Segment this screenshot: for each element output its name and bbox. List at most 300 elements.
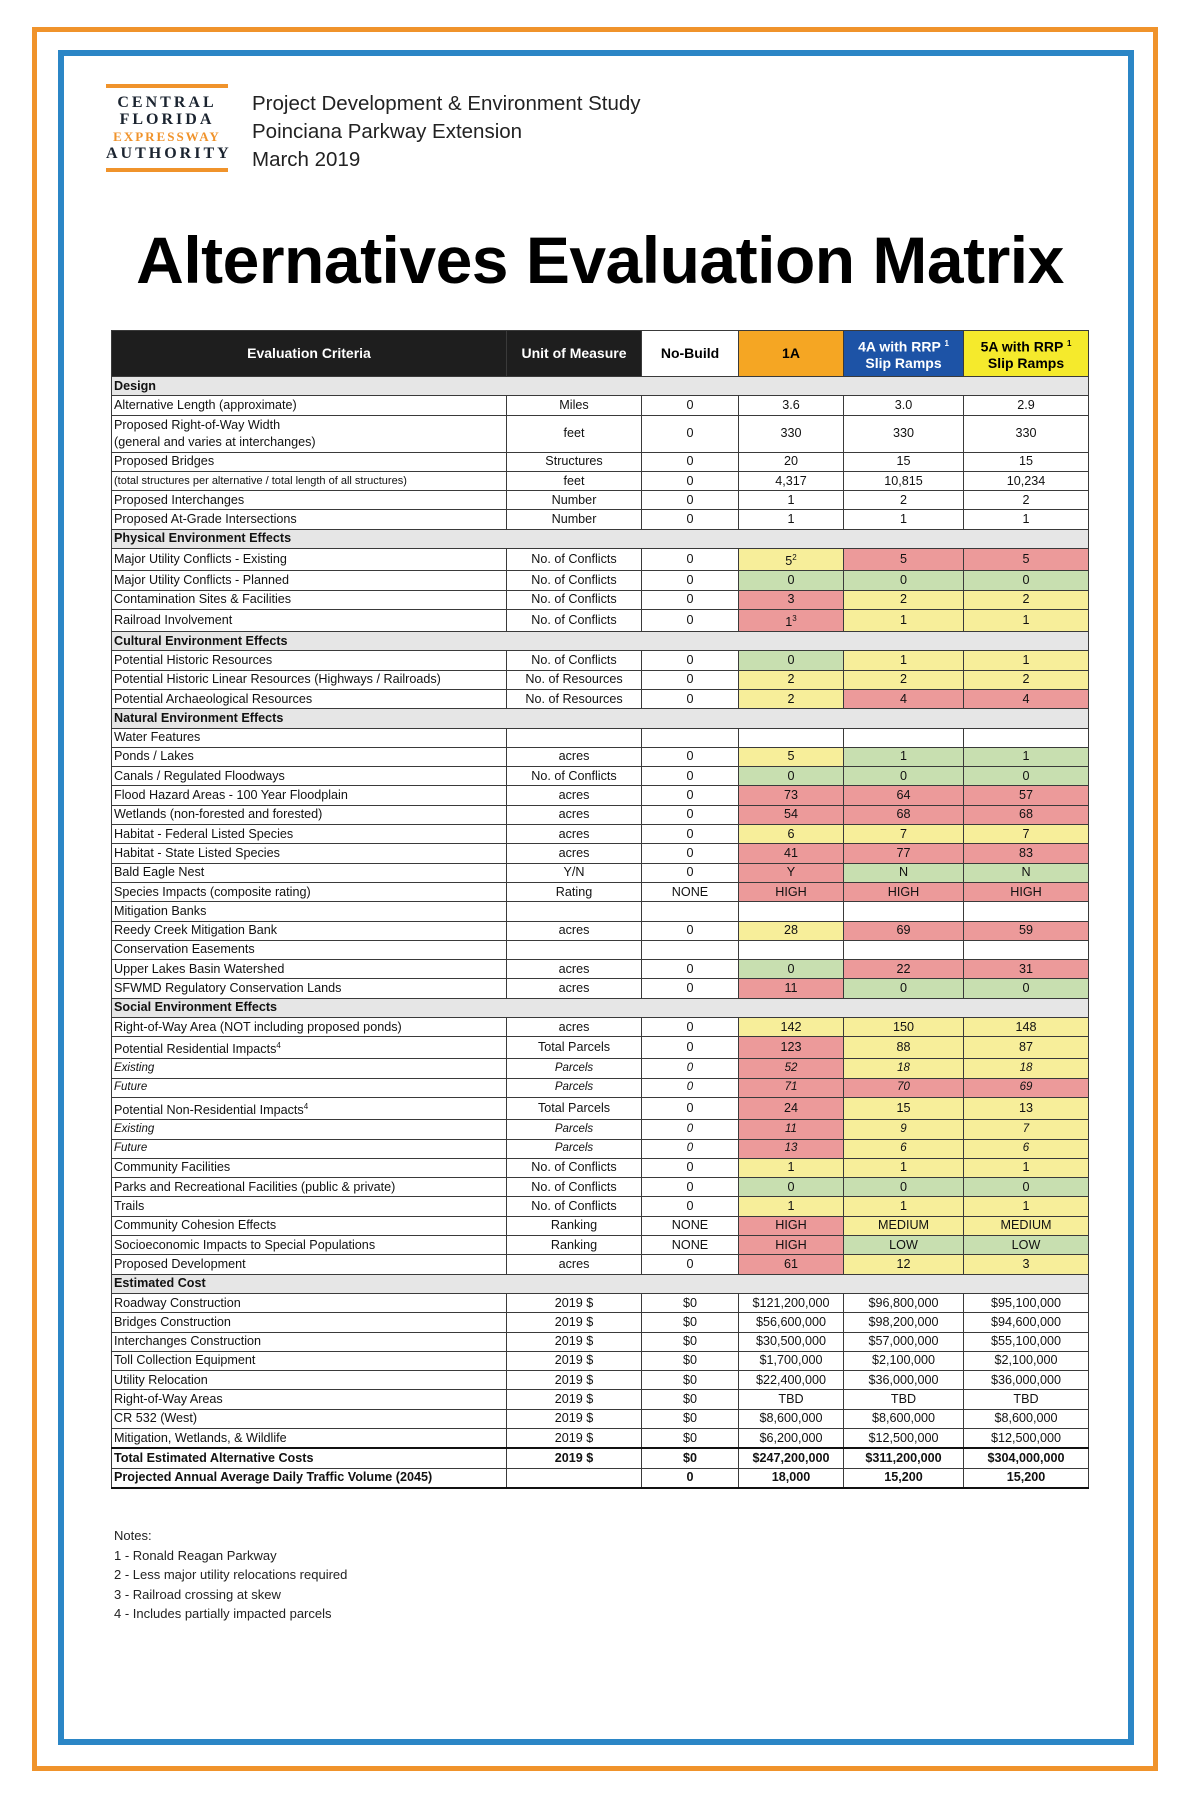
cell-value: 0 (787, 652, 795, 667)
unit-cell (507, 452, 642, 471)
unit-cell (507, 1371, 642, 1390)
table-row (112, 1468, 1089, 1488)
criteria-cell (112, 844, 507, 863)
alt-1a-cell (739, 747, 844, 766)
nobuild-cell (642, 921, 739, 940)
cell-value: $8,600,000 (994, 1411, 1058, 1426)
unit-cell (507, 1178, 642, 1197)
criteria-label: Wetlands (non-forested and forested) (114, 807, 323, 822)
alt-1a-cell (739, 1468, 844, 1488)
nobuild-cell (642, 590, 739, 609)
alt-5a-cell (964, 1293, 1089, 1312)
cell-value: 11 (785, 1122, 797, 1135)
alt-1a-cell (739, 863, 844, 882)
note-4: 4 - Includes partially impacted parcels (114, 1606, 332, 1621)
criteria-cell (112, 396, 507, 415)
cfx-logo (106, 84, 232, 178)
unit-cell (507, 510, 642, 529)
criteria-label: Projected Annual Average Daily Traffic Volume (2045) (114, 1470, 433, 1485)
table-row (112, 510, 1089, 529)
alt-5a-cell (964, 1216, 1089, 1235)
section-row (112, 998, 1089, 1017)
cell-value: Number (551, 492, 597, 507)
cell-value: 0 (899, 981, 907, 996)
unit-cell (507, 1390, 642, 1409)
alt-4a-cell (844, 1255, 964, 1274)
nobuild-cell (642, 1448, 739, 1468)
alt-4a-cell (844, 452, 964, 471)
logo-line4: AUTHORITY (106, 145, 232, 162)
nobuild-cell (642, 609, 739, 631)
alt-1a-cell (739, 1332, 844, 1351)
alt-5a-cell (964, 805, 1089, 824)
alt-4a-cell (844, 491, 964, 510)
cell-value: 0 (686, 612, 694, 627)
criteria-label: Toll Collection Equipment (114, 1353, 256, 1368)
unit-cell (507, 1059, 642, 1078)
cell-value: 22 (896, 961, 911, 976)
cell-footnote: 2 (792, 553, 797, 563)
nobuild-cell (642, 1059, 739, 1078)
criteria-label: Mitigation, Wetlands, & Wildlife (114, 1430, 287, 1445)
nobuild-cell (642, 1120, 739, 1139)
cell-value: 0 (686, 1019, 694, 1034)
alt-1a-cell (739, 1313, 844, 1332)
cell-value: 1 (787, 1199, 795, 1214)
cell-value: 12 (896, 1256, 911, 1271)
table-row (112, 1236, 1089, 1255)
cell-value: 0 (686, 1081, 694, 1094)
alt-1a-cell (739, 1017, 844, 1036)
nobuild-cell (642, 1390, 739, 1409)
criteria-label: Existing (114, 1122, 155, 1135)
table-row (112, 902, 1089, 921)
alt-5a-cell (964, 1078, 1089, 1097)
criteria-cell (112, 1390, 507, 1409)
alt-5a-cell (964, 747, 1089, 766)
criteria-label: Potential Historic Linear Resources (Highways / Railroads) (114, 672, 441, 687)
nobuild-cell (642, 902, 739, 921)
alt-4a-cell (844, 471, 964, 490)
criteria-label: Roadway Construction (114, 1295, 241, 1310)
cell-value: 1 (899, 512, 907, 527)
table-row (112, 1293, 1089, 1312)
cell-value: 2019 $ (554, 1411, 594, 1426)
cell-value: 15,200 (884, 1470, 923, 1485)
cell-value: 20 (783, 454, 798, 469)
alt-4a-cell (844, 979, 964, 998)
alt-4a-cell (844, 651, 964, 670)
unit-cell (507, 670, 642, 689)
alt-4a-cell (844, 882, 964, 901)
cell-value: 2 (899, 672, 907, 687)
unit-cell (507, 651, 642, 670)
cell-value: $96,800,000 (868, 1295, 939, 1310)
cell-value: Miles (559, 397, 589, 412)
cell-value: 5 (899, 552, 907, 567)
alt-1a-cell (739, 1037, 844, 1059)
cell-value: 0 (686, 492, 694, 507)
cell-value: $0 (682, 1411, 697, 1426)
cell-value: $0 (682, 1372, 697, 1387)
criteria-label-line2: (general and varies at interchanges) (114, 434, 316, 449)
cell-value: 0 (787, 572, 795, 587)
nobuild-cell (642, 471, 739, 490)
cell-value: Number (551, 512, 597, 527)
criteria-cell (112, 1448, 507, 1468)
alt-4a-cell (844, 863, 964, 882)
logo-top-bar (106, 84, 228, 88)
alt-1a-cell (739, 728, 844, 747)
criteria-cell (112, 805, 507, 824)
table-row (112, 1409, 1089, 1428)
cell-value: 4 (1022, 691, 1030, 706)
nobuild-cell (642, 786, 739, 805)
cell-value: acres (558, 1256, 590, 1271)
unit-cell (507, 1017, 642, 1036)
alt-5a-cell (964, 921, 1089, 940)
cell-value: 0 (686, 512, 694, 527)
unit-cell (507, 1139, 642, 1158)
cell-value: 0 (686, 1142, 694, 1155)
criteria-label: Right-of-Way Areas (114, 1392, 223, 1407)
section-row (112, 709, 1089, 728)
criteria-cell (112, 590, 507, 609)
alt-1a-cell (739, 1158, 844, 1177)
criteria-label: Alternative Length (approximate) (114, 397, 297, 412)
cell-value: 0 (686, 981, 694, 996)
alt-1a-cell (739, 1351, 844, 1370)
cell-value: 0 (686, 865, 694, 880)
cell-value: 9 (900, 1122, 907, 1135)
alt-1a-cell (739, 1197, 844, 1216)
cell-value: 64 (896, 788, 911, 803)
alt-4a-cell (844, 844, 964, 863)
table-row (112, 1216, 1089, 1235)
alt-4a-cell (844, 767, 964, 786)
nobuild-cell (642, 491, 739, 510)
criteria-label: Community Cohesion Effects (114, 1218, 277, 1233)
cell-value: 6 (1022, 1142, 1030, 1155)
criteria-label: Water Features (114, 730, 201, 745)
logo-line3: EXPRESSWAY (113, 129, 221, 144)
nobuild-cell (642, 689, 739, 708)
cell-value: 4,317 (775, 473, 807, 488)
alt-4a-cell (844, 1120, 964, 1139)
nobuild-cell (642, 1351, 739, 1370)
alt-4a-cell (844, 1429, 964, 1449)
cell-value: 0 (686, 1101, 694, 1116)
cell-value: 0 (899, 1179, 907, 1194)
unit-cell (507, 396, 642, 415)
alt-4a-cell (844, 1448, 964, 1468)
alt-1a-cell (739, 1390, 844, 1409)
cell-value: TBD (778, 1392, 804, 1407)
table-row (112, 747, 1089, 766)
cell-value: feet (563, 426, 585, 441)
unit-cell (507, 767, 642, 786)
nobuild-cell (642, 1313, 739, 1332)
alt-4a-cell (844, 1236, 964, 1255)
unit-cell (507, 1197, 642, 1216)
section-row (112, 377, 1089, 396)
cell-value: No. of Conflicts (531, 592, 617, 607)
cell-value: 0 (686, 652, 694, 667)
nobuild-cell (642, 549, 739, 571)
table-row (112, 863, 1089, 882)
cell-value: $36,000,000 (990, 1372, 1062, 1387)
table-row (112, 1098, 1089, 1120)
table-row (112, 844, 1089, 863)
alt-4a-cell (844, 1409, 964, 1428)
cell-value: 15 (1018, 454, 1033, 469)
cell-value: 18 (897, 1062, 910, 1075)
criteria-label: Community Facilities (114, 1160, 231, 1175)
cell-value: Total Parcels (537, 1101, 611, 1116)
criteria-cell (112, 882, 507, 901)
cell-value: $8,600,000 (871, 1411, 936, 1426)
unit-cell (507, 1120, 642, 1139)
cell-value: 0 (686, 473, 694, 488)
nobuild-cell (642, 767, 739, 786)
unit-cell (507, 1468, 642, 1488)
alt-5a-cell (964, 767, 1089, 786)
table-row (112, 1313, 1089, 1332)
alt-1a-cell (739, 767, 844, 786)
alt-4a-cell (844, 1017, 964, 1036)
cell-value: 2019 $ (554, 1450, 594, 1465)
criteria-label: Reedy Creek Mitigation Bank (114, 923, 278, 938)
section-title: Design (112, 377, 1089, 396)
cell-value: 31 (1018, 961, 1033, 976)
alt-5a-cell (964, 902, 1089, 921)
cell-value: 69 (1019, 1081, 1033, 1094)
table-row (112, 1178, 1089, 1197)
alt-4a-cell (844, 960, 964, 979)
cell-value: HIGH (775, 884, 807, 899)
cell-value: 3.6 (782, 397, 800, 412)
alt-4a-cell (844, 1332, 964, 1351)
unit-cell (507, 728, 642, 747)
section-row (112, 529, 1089, 548)
cell-value: HIGH (775, 1237, 807, 1252)
cell-value: 7 (1022, 826, 1030, 841)
nobuild-cell (642, 1037, 739, 1059)
cell-value: 83 (1018, 845, 1033, 860)
cell-value: 15 (896, 1101, 911, 1116)
unit-cell (507, 571, 642, 590)
criteria-label: Future (114, 1142, 148, 1155)
criteria-cell (112, 1216, 507, 1235)
cell-value: 2019 $ (554, 1334, 594, 1349)
table-row (112, 1255, 1089, 1274)
cell-value: 0 (686, 454, 694, 469)
cell-value: $22,400,000 (755, 1372, 827, 1387)
cell-value: 0 (686, 788, 694, 803)
cell-value: 0 (686, 691, 694, 706)
criteria-label: Interchanges Construction (114, 1334, 262, 1349)
nobuild-cell (642, 960, 739, 979)
criteria-label: Habitat - State Listed Species (114, 845, 280, 860)
table-row (112, 1158, 1089, 1177)
alt-4a-cell (844, 549, 964, 571)
alt-1a-cell (739, 670, 844, 689)
cell-value: $0 (682, 1430, 697, 1445)
criteria-label: Proposed At-Grade Intersections (114, 512, 297, 527)
cell-value: 71 (784, 1081, 798, 1094)
cell-value: 2 (899, 592, 907, 607)
alt-1a-cell (739, 786, 844, 805)
unit-cell (507, 1255, 642, 1274)
alt-5a-cell (964, 844, 1089, 863)
note-2: 2 - Less major utility relocations required (114, 1567, 348, 1582)
nobuild-cell (642, 882, 739, 901)
alt-5a-cell (964, 825, 1089, 844)
cell-value: 52 (784, 1062, 798, 1075)
alt-1a-cell (739, 1216, 844, 1235)
cell-value: acres (558, 826, 590, 841)
cell-value: 0 (686, 1122, 694, 1135)
alt-4a-cell (844, 728, 964, 747)
cell-value: 0 (1022, 768, 1030, 783)
table-row (112, 960, 1089, 979)
alt-5a-cell (964, 1139, 1089, 1158)
cell-value: 5 (1022, 552, 1030, 567)
criteria-cell (112, 960, 507, 979)
criteria-cell (112, 1409, 507, 1428)
criteria-cell (112, 1293, 507, 1312)
cell-value: No. of Conflicts (531, 1179, 617, 1194)
cell-value: 1 (899, 1160, 907, 1175)
cell-value: MEDIUM (1000, 1218, 1052, 1233)
cell-value: $56,600,000 (755, 1314, 827, 1329)
criteria-cell (112, 1037, 507, 1059)
alt-1a-cell (739, 571, 844, 590)
alt-4a-cell (844, 396, 964, 415)
alt-5a-cell (964, 549, 1089, 571)
nobuild-cell (642, 396, 739, 415)
alt-5a-cell (964, 689, 1089, 708)
cell-value: Parcels (554, 1062, 594, 1075)
col-1a: 1A (739, 331, 844, 377)
alt-5a-cell (964, 651, 1089, 670)
unit-cell (507, 786, 642, 805)
cell-value: 0 (787, 961, 795, 976)
cell-value: 1 (787, 492, 795, 507)
cell-value: 0 (686, 1199, 694, 1214)
cell-value: 0 (686, 552, 694, 567)
cell-value: 41 (783, 845, 798, 860)
cell-value: 0 (686, 672, 694, 687)
unit-cell (507, 1098, 642, 1120)
col-4a (844, 331, 964, 377)
alt-1a-cell (739, 1098, 844, 1120)
nobuild-cell (642, 651, 739, 670)
alt-5a-cell (964, 1059, 1089, 1078)
cell-value: 0 (686, 845, 694, 860)
unit-cell (507, 415, 642, 452)
alt-1a-cell (739, 960, 844, 979)
cell-value: 330 (780, 426, 802, 441)
cell-value: $311,200,000 (865, 1450, 942, 1465)
cell-value: 1 (785, 615, 793, 630)
criteria-cell (112, 825, 507, 844)
cell-value: N (1021, 865, 1031, 880)
unit-cell (507, 549, 642, 571)
unit-cell (507, 805, 642, 824)
alt-5a-cell (964, 415, 1089, 452)
cell-value: 2 (1022, 492, 1030, 507)
criteria-label: CR 532 (West) (114, 1411, 198, 1426)
cell-value: $12,500,000 (868, 1430, 939, 1445)
alt-1a-cell (739, 1371, 844, 1390)
criteria-cell (112, 571, 507, 590)
alt-5a-cell (964, 471, 1089, 490)
table-row (112, 609, 1089, 631)
cell-value: 0 (686, 749, 694, 764)
alt-1a-cell (739, 940, 844, 959)
criteria-label: Bald Eagle Nest (114, 865, 205, 880)
cell-value: LOW (1011, 1237, 1041, 1252)
alt-5a-cell (964, 882, 1089, 901)
alt-4a-cell (844, 571, 964, 590)
cell-value: 69 (896, 923, 911, 938)
criteria-label: Proposed Development (114, 1256, 246, 1271)
cell-value: 57 (1018, 788, 1033, 803)
cell-value: Y/N (563, 865, 585, 880)
nobuild-cell (642, 805, 739, 824)
col-4a-line2: Slip Ramps (865, 355, 942, 372)
cell-value: 1 (899, 612, 907, 627)
cell-value: N (898, 865, 909, 880)
alt-5a-cell (964, 491, 1089, 510)
col-5a-line1: 5A with RRP (980, 338, 1064, 355)
cell-value: 2 (899, 492, 907, 507)
cell-value: 61 (783, 1256, 798, 1271)
header-line3: March 2019 (252, 148, 361, 171)
cell-value: 0 (686, 592, 694, 607)
cell-value: MEDIUM (877, 1218, 930, 1233)
cell-value: 2019 $ (554, 1392, 594, 1407)
col-5a (964, 331, 1089, 377)
nobuild-cell (642, 670, 739, 689)
criteria-label: Species Impacts (composite rating) (114, 884, 311, 899)
alt-1a-cell (739, 1059, 844, 1078)
cell-value: 28 (783, 923, 798, 938)
unit-cell (507, 979, 642, 998)
table-row (112, 1139, 1089, 1158)
criteria-label: Trails (114, 1199, 145, 1214)
table-row (112, 940, 1089, 959)
unit-cell (507, 609, 642, 631)
cell-value: No. of Conflicts (531, 572, 617, 587)
cell-value: acres (558, 788, 590, 803)
cell-value: 148 (1015, 1019, 1037, 1034)
criteria-label: Upper Lakes Basin Watershed (114, 961, 285, 976)
criteria-cell (112, 1255, 507, 1274)
nobuild-cell (642, 863, 739, 882)
alt-5a-cell (964, 1120, 1089, 1139)
cell-value: acres (558, 1019, 590, 1034)
section-title: Natural Environment Effects (112, 709, 1089, 728)
criteria-cell (112, 1468, 507, 1488)
table-row (112, 415, 1089, 452)
cell-value: $247,200,000 (752, 1450, 830, 1465)
alt-4a-cell (844, 1216, 964, 1235)
criteria-cell (112, 491, 507, 510)
cell-value: $95,100,000 (990, 1295, 1062, 1310)
col-unit: Unit of Measure (507, 331, 642, 377)
